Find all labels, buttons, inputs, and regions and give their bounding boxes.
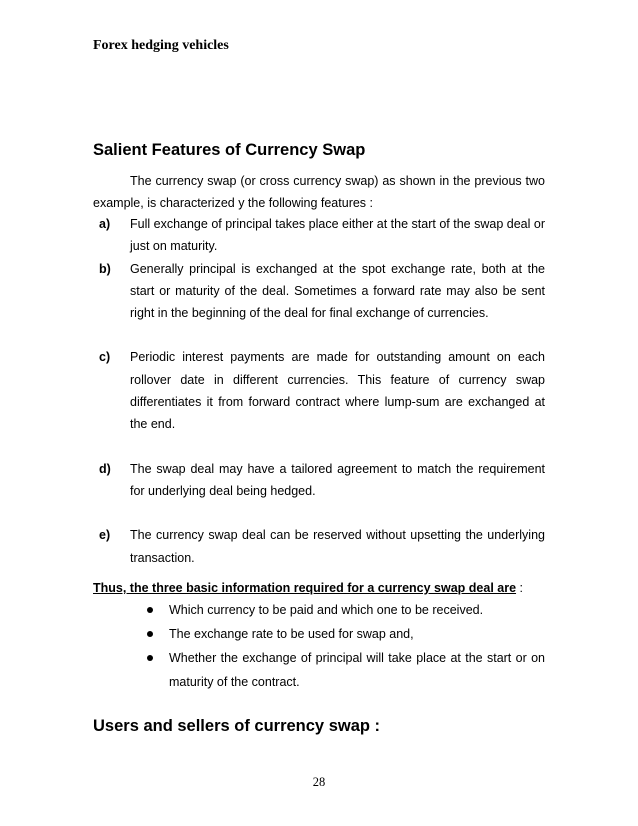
list-item [93, 524, 545, 569]
list-marker: c) [99, 350, 111, 365]
bullet-text: The exchange rate to be used for swap and, [169, 627, 414, 641]
bullet-item [169, 622, 545, 646]
bullet-item [169, 646, 545, 694]
running-header: Forex hedging vehicles [93, 38, 229, 53]
list-item-text: Generally principal is exchanged at the spot exchange rate, both at the start or maturity of the deal. Sometimes a forward rate may also be sent right in the beginning of the deal for final exchange of currencies. [130, 261, 545, 321]
list-marker: d) [99, 461, 111, 476]
list-item-text: Full exchange of principal takes place either at the start of the swap deal or just on maturity. [130, 217, 545, 254]
list-marker: e) [99, 528, 111, 543]
section-title-users-sellers: Users and sellers of currency swap : [93, 717, 381, 735]
bullet-text: Which currency to be paid and which one to be received. [169, 603, 484, 617]
list-item-text: The swap deal may have a tailored agreement to match the requirement for underlying deal being hedged. [130, 461, 545, 498]
list-item [93, 213, 545, 258]
summary-line [93, 577, 523, 599]
list-item [93, 346, 545, 435]
bullet-dot-icon [147, 655, 153, 661]
list-item-text: The currency swap deal can be reserved without upsetting the underlying transaction. [130, 528, 545, 565]
list-marker: b) [99, 261, 111, 276]
section-title-salient-features: Salient Features of Currency Swap [93, 141, 366, 159]
features-list [93, 213, 545, 569]
bullet-dot-icon [147, 631, 153, 637]
list-item [93, 458, 545, 503]
bullet-text: Whether the exchange of principal will take place at the start or on maturity of the contract. [169, 651, 545, 689]
intro-paragraph: The currency swap (or cross currency swap) as shown in the previous two example, is characterized y the following features : [93, 174, 545, 210]
bullet-dot-icon [147, 607, 153, 613]
list-item-text: Periodic interest payments are made for outstanding amount on each rollover date in different currencies. This feature of currency swap differentiates it from forward contract where lump-sum are exchanged at the end. [130, 350, 545, 432]
list-item [93, 258, 545, 325]
summary-tail: : [516, 581, 523, 595]
page-number: 28 [312, 775, 326, 789]
bullet-item [169, 598, 545, 622]
summary-lead: Thus, the three basic information required for a currency swap deal are [93, 581, 517, 595]
list-marker: a) [99, 217, 111, 231]
bullet-list [169, 598, 545, 694]
